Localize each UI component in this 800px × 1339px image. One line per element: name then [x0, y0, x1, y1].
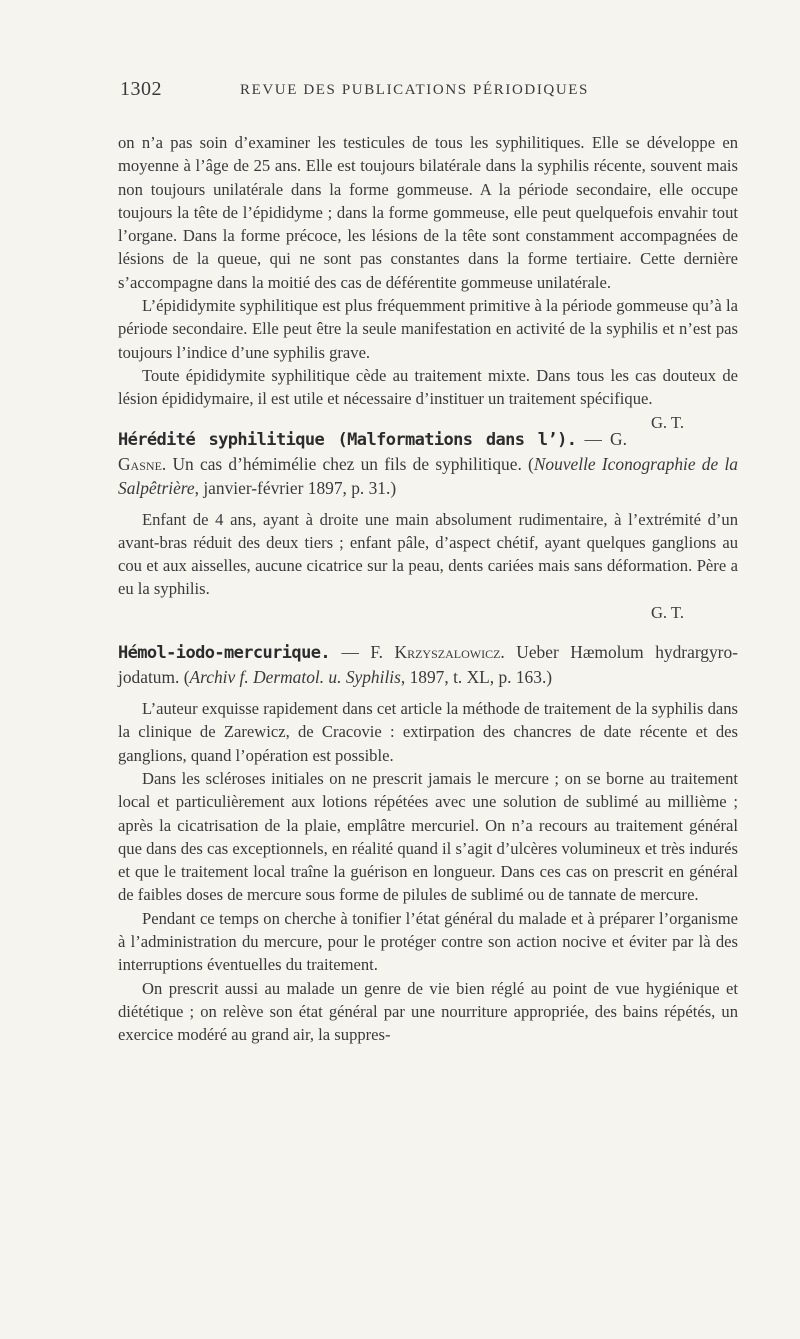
- signature: G. T.: [650, 602, 684, 622]
- entry-author: Gasne.: [118, 453, 167, 474]
- paragraph: L’auteur exquisse rapidement dans cet article la méthode de traitement de la syphilis dans la clinique de Zarewicz, de Cracovie : extirpation des chancres de date récente et des ganglions, quand l’opération est possible.: [118, 699, 738, 765]
- entry-journal: Archiv f. Dermatol. u. Syphilis: [189, 667, 401, 688]
- paragraph: on n’a pas soin d’examiner les testicules de tous les syphilitiques. Elle se développe en moyenne à l’âge de 25 ans. Elle est toujours bilatérale dans la syphilis récente, souvent mais non toujours unilatérale dans la forme gommeuse. A la période secondaire, elle occupe toujours la tête de l’épididyme ; dans la forme gommeuse, elle peut quelquefois envahir tout l’organe. Dans la forme précoce, les lésions de la tête sont constamment accompagnées de lésions de la queue, qui ne sont pas constantes dans la forme tertiaire. Cette dernière s’accompagne dans la moitié des cas de déférentite gommeuse unilatérale.: [118, 133, 738, 292]
- entry-heredite: [118, 427, 738, 624]
- entry-author: Krzyszalowicz.: [394, 642, 505, 663]
- entry-heading: [118, 640, 738, 689]
- entry-hemol: [118, 640, 738, 1046]
- paragraph: Dans les scléroses initiales on ne prescrit jamais le mercure ; on se borne au traitement local et particulièrement aux lotions répétées avec une solution de sublimé au millième ; après la cicatrisation de la plaie, emplâtre mercuriel. On n’a recours au traitement général que dans des cas exceptionnels, en réalité quand il s’agit d’ulcères volumineux et très indurés et que le traitement local traîne la guérison en longueur. Dans ces cas on prescrit en général de faibles doses de mercure sous forme de pilules de sublimé ou de tannate de mercure.: [118, 768, 738, 905]
- paragraph: L’épididymite syphilitique est plus fréquemment primitive à la période gommeuse qu’à la période secondaire. Elle peut être la seule manifestation en activité de la syphilis et n’est pas toujours l’indice d’une syphilis grave.: [118, 296, 738, 362]
- entry-title: Hémol-iodo-mercurique.: [118, 643, 330, 664]
- entry-heading: [118, 427, 738, 500]
- entry-reference: Ueber Hæmolum hydrargyro-jodatum. (: [118, 642, 738, 688]
- paragraph: [118, 364, 738, 432]
- entry-reference-end: , janvier-février 1897, p. 31.): [194, 477, 397, 498]
- entry-journal: Nouvelle Iconographie de la Salpêtrière: [118, 453, 738, 498]
- signature: G. T.: [650, 412, 684, 432]
- page-body: [118, 131, 738, 1047]
- paragraph: Enfant de 4 ans, ayant à droite une main absolument rudimentaire, à l’extrémité d’un avant-bras réduit des deux tiers ; enfant pâle, d’aspect chétif, ayant quelques ganglions au cou et aux aisselles, aucune cicatrice sur la peau, dents cariées mais sans déformation. Père a eu la syphilis.: [118, 509, 738, 599]
- entry-title: Hérédité syphilitique (Malformations dans l’).: [118, 429, 577, 450]
- page-number: 1302: [120, 78, 162, 100]
- entry-author-prefix: — F.: [341, 642, 384, 663]
- running-head: REVUE DES PUBLICATIONS PÉRIODIQUES: [240, 82, 589, 98]
- entry-reference: Un cas d’hémimélie chez un fils de syphilitique. (: [172, 453, 534, 474]
- page-header: [120, 78, 740, 108]
- paragraph: Pendant ce temps on cherche à tonifier l’état général du malade et à préparer l’organisme à l’administration du mercure, pour le protéger contre son action nocive et éviter par là des interruptions éventuelles du traitement.: [118, 908, 738, 975]
- paragraph-text: Toute épididymite syphilitique cède au traitement mixte. Dans tous les cas douteux de lésion épididymaire, il est utile et nécessaire d’instituer un traitement spécifique.: [118, 365, 738, 409]
- entry-author-prefix: — G.: [584, 428, 627, 449]
- paragraph: On prescrit aussi au malade un genre de vie bien réglé au point de vue hygiénique et diététique ; on relève son état général par une nourriture appropriée, des bains répétés, un exercice modéré au grand air, la suppres-: [118, 978, 738, 1045]
- entry-reference-end: , 1897, t. XL, p. 163.): [400, 667, 553, 688]
